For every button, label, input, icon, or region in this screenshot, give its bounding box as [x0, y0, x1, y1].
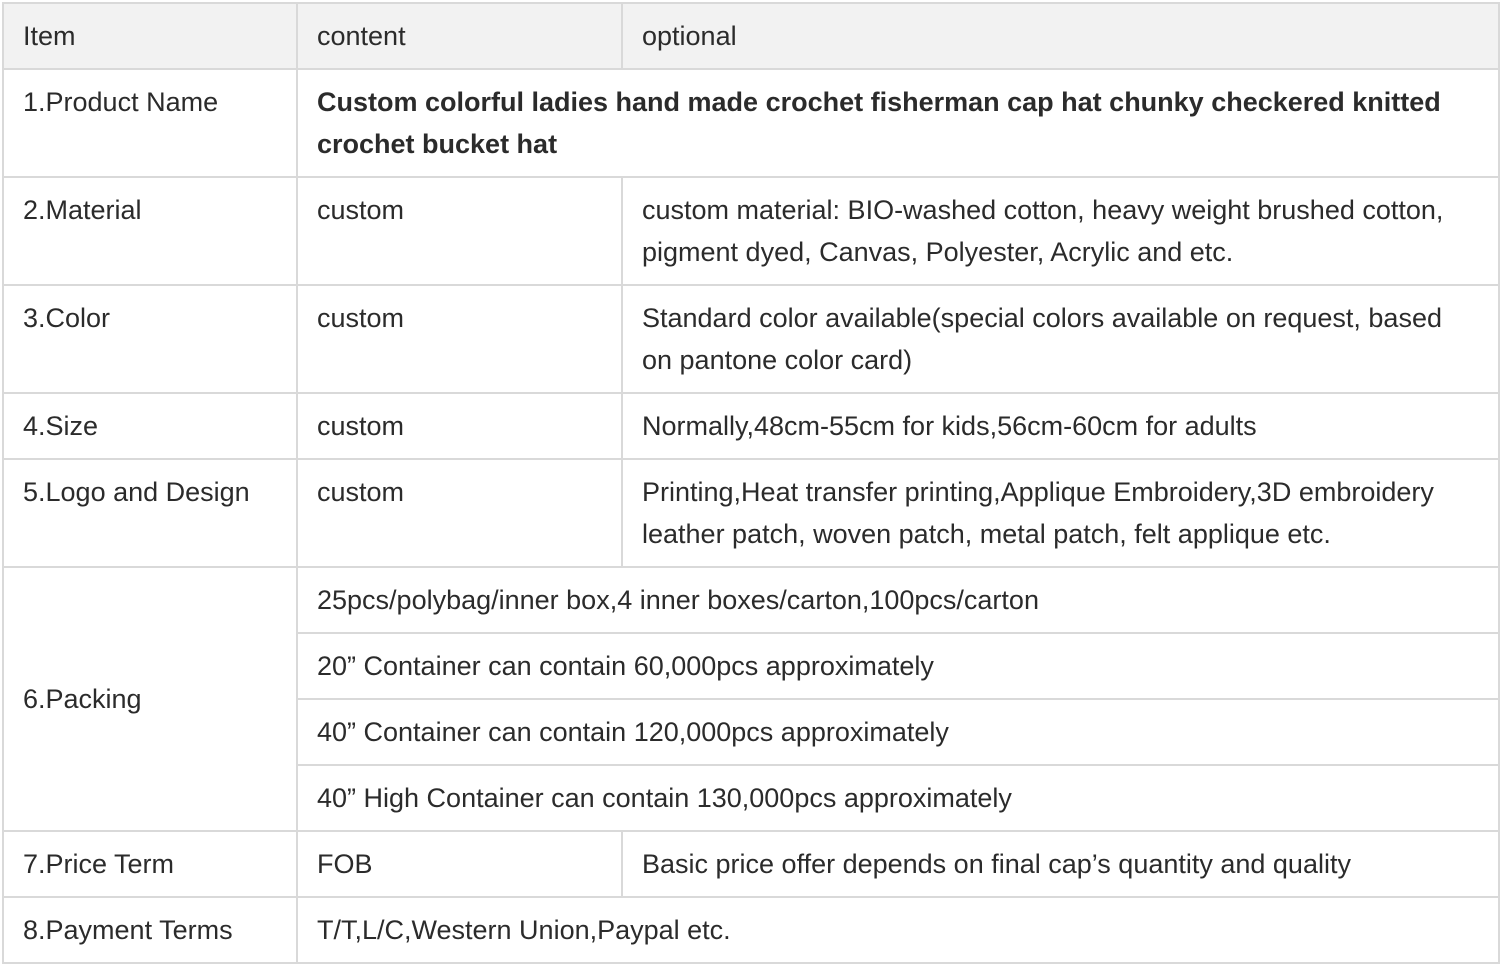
row-content: custom	[297, 285, 622, 393]
packing-line: 20” Container can contain 60,000pcs approximately	[297, 633, 1499, 699]
table-row-logo	[3, 459, 1499, 567]
row-content: FOB	[297, 831, 622, 897]
header-optional: optional	[622, 3, 1499, 69]
table-row-product-name	[3, 69, 1499, 177]
row-label: 7.Price Term	[3, 831, 297, 897]
table-row-payment	[3, 897, 1499, 963]
row-label: 3.Color	[3, 285, 297, 393]
row-content: custom	[297, 393, 622, 459]
packing-line: 40” Container can contain 120,000pcs approximately	[297, 699, 1499, 765]
table-row-material	[3, 177, 1499, 285]
row-label: 6.Packing	[3, 567, 297, 831]
header-item: Item	[3, 3, 297, 69]
table-header-row	[3, 3, 1499, 69]
packing-line: 40” High Container can contain 130,000pcs approximately	[297, 765, 1499, 831]
packing-line: 25pcs/polybag/inner box,4 inner boxes/carton,100pcs/carton	[297, 567, 1499, 633]
payment-value: T/T,L/C,Western Union,Paypal etc.	[297, 897, 1499, 963]
row-content: custom	[297, 177, 622, 285]
header-content: content	[297, 3, 622, 69]
table-row-price	[3, 831, 1499, 897]
table-row-packing	[3, 567, 1499, 633]
table-row-size	[3, 393, 1499, 459]
row-optional: Printing,Heat transfer printing,Applique Embroidery,3D embroidery leather patch, woven patch, metal patch, felt applique etc.	[622, 459, 1499, 567]
product-spec-table	[2, 2, 1500, 964]
row-optional: Standard color available(special colors available on request, based on pantone color card)	[622, 285, 1499, 393]
row-optional: custom material: BIO-washed cotton, heavy weight brushed cotton, pigment dyed, Canvas, Polyester, Acrylic and etc.	[622, 177, 1499, 285]
row-label: 1.Product Name	[3, 69, 297, 177]
row-label: 5.Logo and Design	[3, 459, 297, 567]
row-label: 4.Size	[3, 393, 297, 459]
row-content: custom	[297, 459, 622, 567]
row-label: 8.Payment Terms	[3, 897, 297, 963]
row-optional: Basic price offer depends on final cap’s quantity and quality	[622, 831, 1499, 897]
row-label: 2.Material	[3, 177, 297, 285]
row-optional: Normally,48cm-55cm for kids,56cm-60cm for adults	[622, 393, 1499, 459]
product-name-value: Custom colorful ladies hand made crochet fisherman cap hat chunky checkered knitted crochet bucket hat	[297, 69, 1499, 177]
table-row-color	[3, 285, 1499, 393]
